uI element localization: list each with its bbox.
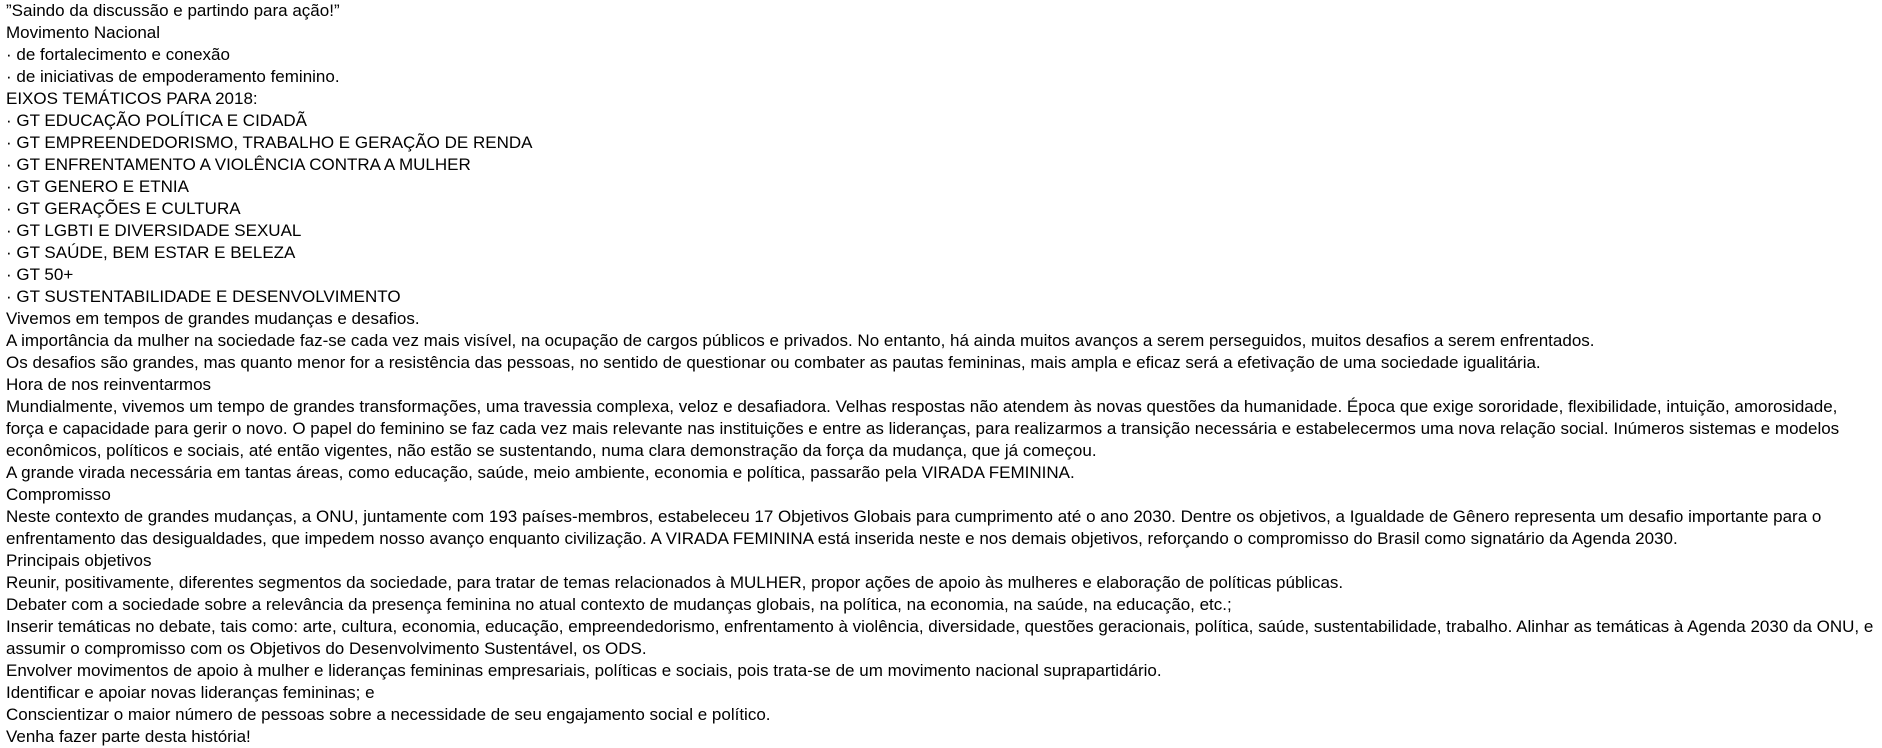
section-heading-compromisso: Compromisso xyxy=(6,485,111,504)
list-item: · GT GERAÇÕES E CULTURA xyxy=(6,199,241,218)
list-item: · GT EMPREENDEDORISMO, TRABALHO E GERAÇÃO DE RENDA xyxy=(6,133,533,152)
objective-item: Identificar e apoiar novas lideranças femininas; e xyxy=(6,683,375,702)
list-item: · GT ENFRENTAMENTO A VIOLÊNCIA CONTRA A MULHER xyxy=(6,155,471,174)
document-body xyxy=(6,0,1876,748)
paragraph: Mundialmente, vivemos um tempo de grandes transformações, uma travessia complexa, veloz e desafiadora. Velhas respostas não atendem às novas questões da humanidade. Época que exige sororidade, flexibilidade, intuição, amorosidade, força e capacidade para gerir o novo. O papel do feminino se faz cada vez mais relevante nas instituições e entre as lideranças, para realizarmos a transição necessária e estabelecermos uma nova relação social. Inúmeros sistemas e modelos econômicos, políticos e sociais, até então vigentes, não estão se sustentando, numa clara demonstração da força da mudança, que já começou. xyxy=(6,397,1840,460)
objective-item: Debater com a sociedade sobre a relevância da presença feminina no atual contexto de mudanças globais, na política, na economia, na saúde, na educação, etc.; xyxy=(6,595,1232,614)
paragraph: Vivemos em tempos de grandes mudanças e desafios. xyxy=(6,309,420,328)
list-item: · GT EDUCAÇÃO POLÍTICA E CIDADÃ xyxy=(6,111,308,130)
objective-item: Conscientizar o maior número de pessoas sobre a necessidade de seu engajamento social e político. xyxy=(6,705,771,724)
list-item: · GT 50+ xyxy=(6,265,74,284)
paragraph: A grande virada necessária em tantas áreas, como educação, saúde, meio ambiente, economia e política, passarão pela VIRADA FEMININA. xyxy=(6,463,1075,482)
paragraph: Os desafios são grandes, mas quanto menor for a resistência das pessoas, no sentido de questionar ou combater as pautas femininas, mais ampla e eficaz será a efetivação de uma sociedade igualitária. xyxy=(6,353,1541,372)
list-item: · de fortalecimento e conexão xyxy=(6,45,230,64)
list-item: · GT SAÚDE, BEM ESTAR E BELEZA xyxy=(6,243,296,262)
list-item: · GT SUSTENTABILIDADE E DESENVOLVIMENTO xyxy=(6,287,401,306)
list-item: · GT LGBTI E DIVERSIDADE SEXUAL xyxy=(6,221,302,240)
list-item: · de iniciativas de empoderamento feminino. xyxy=(6,67,340,86)
movement-title: Movimento Nacional xyxy=(6,23,161,42)
list-item: · GT GENERO E ETNIA xyxy=(6,177,189,196)
paragraph: Neste contexto de grandes mudanças, a ONU, juntamente com 193 países-membros, estabeleceu 17 Objetivos Globais para cumprimento até o ano 2030. Dentre os objetivos, a Igualdade de Gênero representa um desafio importante para o enfrentamento das desigualdades, que impedem nosso avanço enquanto civilização. A VIRADA FEMININA está inserida neste e nos demais objetivos, reforçando o compromisso do Brasil como signatário da Agenda 2030. xyxy=(6,507,1822,548)
objective-item: Inserir temáticas no debate, tais como: arte, cultura, economia, educação, empreendedorismo, enfrentamento à violência, diversidade, questões geracionais, política, saúde, sustentabilidade, trabalho. Alinhar as temáticas à Agenda 2030 da ONU, e assumir o compromisso com os Objetivos do Desenvolvimento Sustentável, os ODS. xyxy=(6,617,1874,658)
section-heading-eixos: EIXOS TEMÁTICOS PARA 2018: xyxy=(6,89,258,108)
objective-item: Envolver movimentos de apoio à mulher e lideranças femininas empresariais, políticas e sociais, pois trata-se de um movimento nacional suprapartidário. xyxy=(6,661,1162,680)
objective-item: Reunir, positivamente, diferentes segmentos da sociedade, para tratar de temas relacionados à MULHER, propor ações de apoio às mulheres e elaboração de políticas públicas. xyxy=(6,573,1344,592)
section-heading-reinventarmos: Hora de nos reinventarmos xyxy=(6,375,212,394)
paragraph: A importância da mulher na sociedade faz-se cada vez mais visível, na ocupação de cargos públicos e privados. No entanto, há ainda muitos avanços a serem perseguidos, muitos desafios a serem enfrentados. xyxy=(6,331,1595,350)
section-heading-objetivos: Principais objetivos xyxy=(6,551,152,570)
closing-call: Venha fazer parte desta história! xyxy=(6,727,251,746)
slogan: ”Saindo da discussão e partindo para ação!” xyxy=(6,1,340,20)
